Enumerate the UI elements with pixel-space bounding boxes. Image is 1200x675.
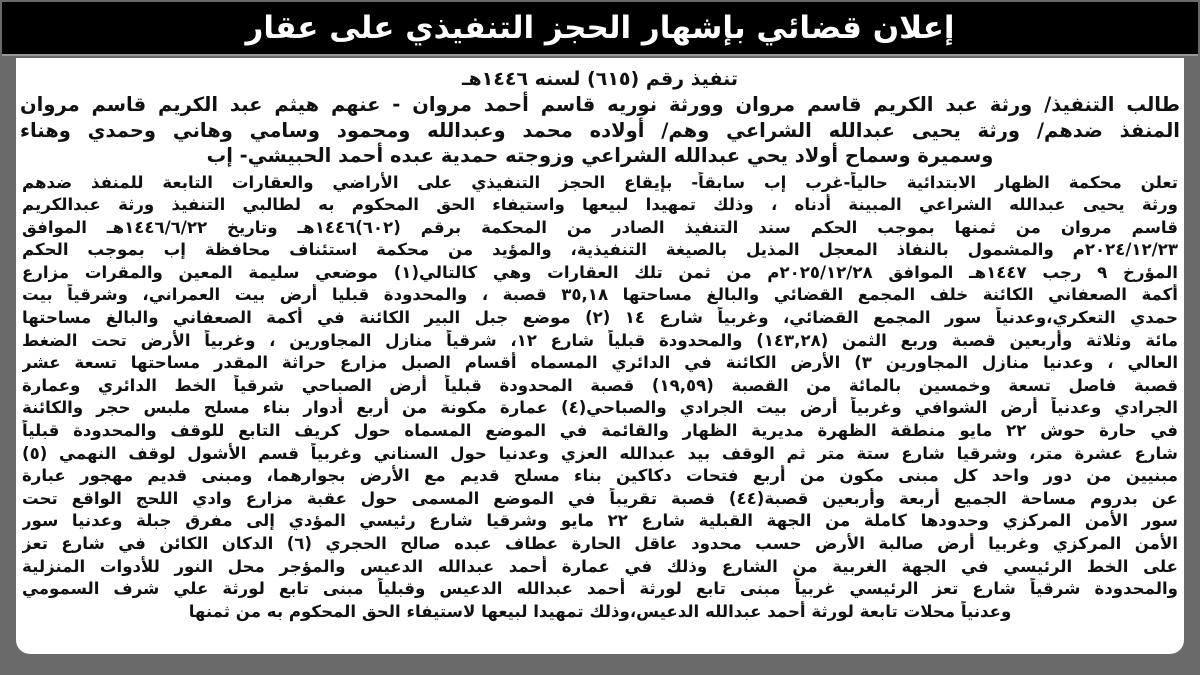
plaintiff-line: طالب التنفيذ/ ورثة عبد الكريم قاسم مروان وورثة نوريه قاسم أحمد مروان - عنهم هيثم عبد الكريم قاسم مروان — [20, 93, 1180, 116]
body-line: في حارة حوش ٢٢ مايو منطقة الظهرة مديرية الظهار والقائمة في الموضع المسماه حول كريف التابع للوقف والمحدودة قبلياً — [22, 421, 1178, 441]
body-line: أكمة الصعفاني الكائنة خلف المجمع القضائي والبالغ مساحتها ٣٥,١٨ قصبة ، والمحدودة قبليا أرض بيت العمراني، وشرقياً بيت — [22, 285, 1178, 305]
case-header — [16, 58, 1184, 92]
body-line: الأمن المركزي وغربيا أرض صالبة الأرض حسب محدود عاقل الحارة عطاف عبده صالح الحجري (٦) الدكان الكائن في شارع تعز — [22, 534, 1178, 553]
body-line: المؤرخ ٩ رجب ١٤٤٧هـ الموافق ٢٠٢٥/١٢/٢٨م من ثمن تلك العقارات وهي كالتالي(١) موضعي سليمة المعين والمقرات مزارع — [22, 262, 1178, 282]
notice-title: إعلان قضائي بإشهار الحجز التنفيذي على عقار — [245, 9, 955, 46]
parties-block — [16, 92, 1184, 169]
body-line: ٢٠٢٤/١٢/٢٣م والمشمول بالنفاذ المعجل المذيل بالصيغة التنفيذية، والمؤيد من محكمة استئناف محافظة إب بموجب الحكم — [22, 240, 1178, 260]
body-line: قاسم مروان من ثمنها بموجب الحكم سند التنفيذ الصادر من المحكمة برقم (٦٠٢)١٤٤٦هـ وتاريخ ١٤٤٦/٦/٢٢هـ الموافق — [22, 217, 1178, 237]
body-line: على الخط الرئيسي في الجهة الغربية من الشارع وذلك في عمارة أحمد عبدالله الدعيس والمؤجر محل النور للأدوات المنزلية — [22, 556, 1178, 576]
body-line-last: وعدنياً محلات تابعة لورثة أحمد عبدالله الدعيس،وذلك تمهيدا لبيعها لاستيفاء الحق المحكوم به من ثمنها — [188, 601, 1012, 621]
body-line: حمدي التعكري،وعدنياً سور المجمع القضائي، وغربياً شارع ١٤ (٢) موضع جبل البير الكائنة في أكمة الصعفاني والبالغ مساحتها — [22, 308, 1178, 328]
title-bar — [2, 2, 1198, 56]
body-line: العالي ، وعدنيا منازل المجاورين ٣) الأرض الكائنة في الدائري المسماه أقسام الصبل مزارع حراثة المقدر مساحتها تسعة عشر — [22, 353, 1178, 373]
defendant-line-continued: وسميرة وسماح أولاد يحي عبدالله الشراعي وزوجته حمدية عبده أحمد الحبيشي- إب — [206, 144, 994, 167]
body-line: ورثة يحيى عبدالله الشراعي المبينة أدناه ، وذلك تمهيدا لبيعها واستيفاء الحق المحكوم به لطالبي التنفيذ ورثة عبدالكريم — [22, 195, 1178, 215]
case-number: تنفيذ رقم (٦١٥) لسنه ١٤٤٦هـ — [461, 68, 739, 90]
body-line: مبنيين من دور واحد كل مبنى مكون من أربع فتحات دكاكين بناء مسلح قديم مع الأرض بجوارهما، ومبنى قديم مهجور عبارة — [22, 466, 1178, 486]
body-line: تعلن محكمة الظهار الابتدائية حالياً-غرب إب سابقاً- بإيقاع الحجز التنفيذي على الأراضي والعقارات التابعة للمنفذ ضدهم — [22, 172, 1178, 192]
body-line: قصبة فاصل تسعة وخمسين بالمائة من القصبة (١٩,٥٩) قصبة المحدودة قبلياً أرض الصباحي شرقياً الخط الدائري وعمارة — [22, 375, 1178, 395]
body-line: الجرادي وعدنياً أرض الشوافي وغربياً أرض بيت الجرادي والصباحي(٤) عمارة مكونة من أربع أدوار بناء مسلح ملبس حجر والكائنة — [22, 398, 1178, 418]
body-line: مائة وثلاثة وأربعين قصبة وربع الثمن (١٤٣,٢٨) والمحدودة قبلياً شارع ١٢، شرقياً منازل المجاورين ، وغربياً الأرض تحت الضغط — [22, 330, 1178, 350]
defendant-line: المنفذ ضدهم/ ورثة يحيى عبدالله الشراعي وهم/ أولاده محمد وعبدالله ومحمود وسامي وهاني وحمدي وهناء — [20, 118, 1180, 142]
body-line: سور الأمن المركزي وحدودها كاملة من الجهة القبلية شارع ٢٢ مايو وشرقيا شارع رئيسي المؤدي إلى مفرق جبلة وعدنيا سور — [22, 511, 1178, 531]
announcement-text — [16, 170, 1184, 624]
body-line: عن بدروم مساحة الجميع أربعة وأربعين قصبة(٤٤) قصبة تقريباً في الموضع المسمى حول عقبة مزارع وادي اللحج الواقع تحت — [22, 488, 1178, 508]
notice-body — [16, 58, 1184, 654]
body-line: شارع عشرة متر، وشرقيا شارع ستة متر ثم الوقف بيد عبدالله العزي وعدنيا حول السناني وغربياً قسم الأشول لوقف النهمي (٥) — [22, 443, 1178, 463]
body-line: والمحدودة شرقياً شارع تعز الرئيسي غربياً مبنى تابع لورثة أحمد عبدالله الدعيس وقبلياً مبنى تابع لورثة علي شرف السمومي — [22, 579, 1178, 599]
